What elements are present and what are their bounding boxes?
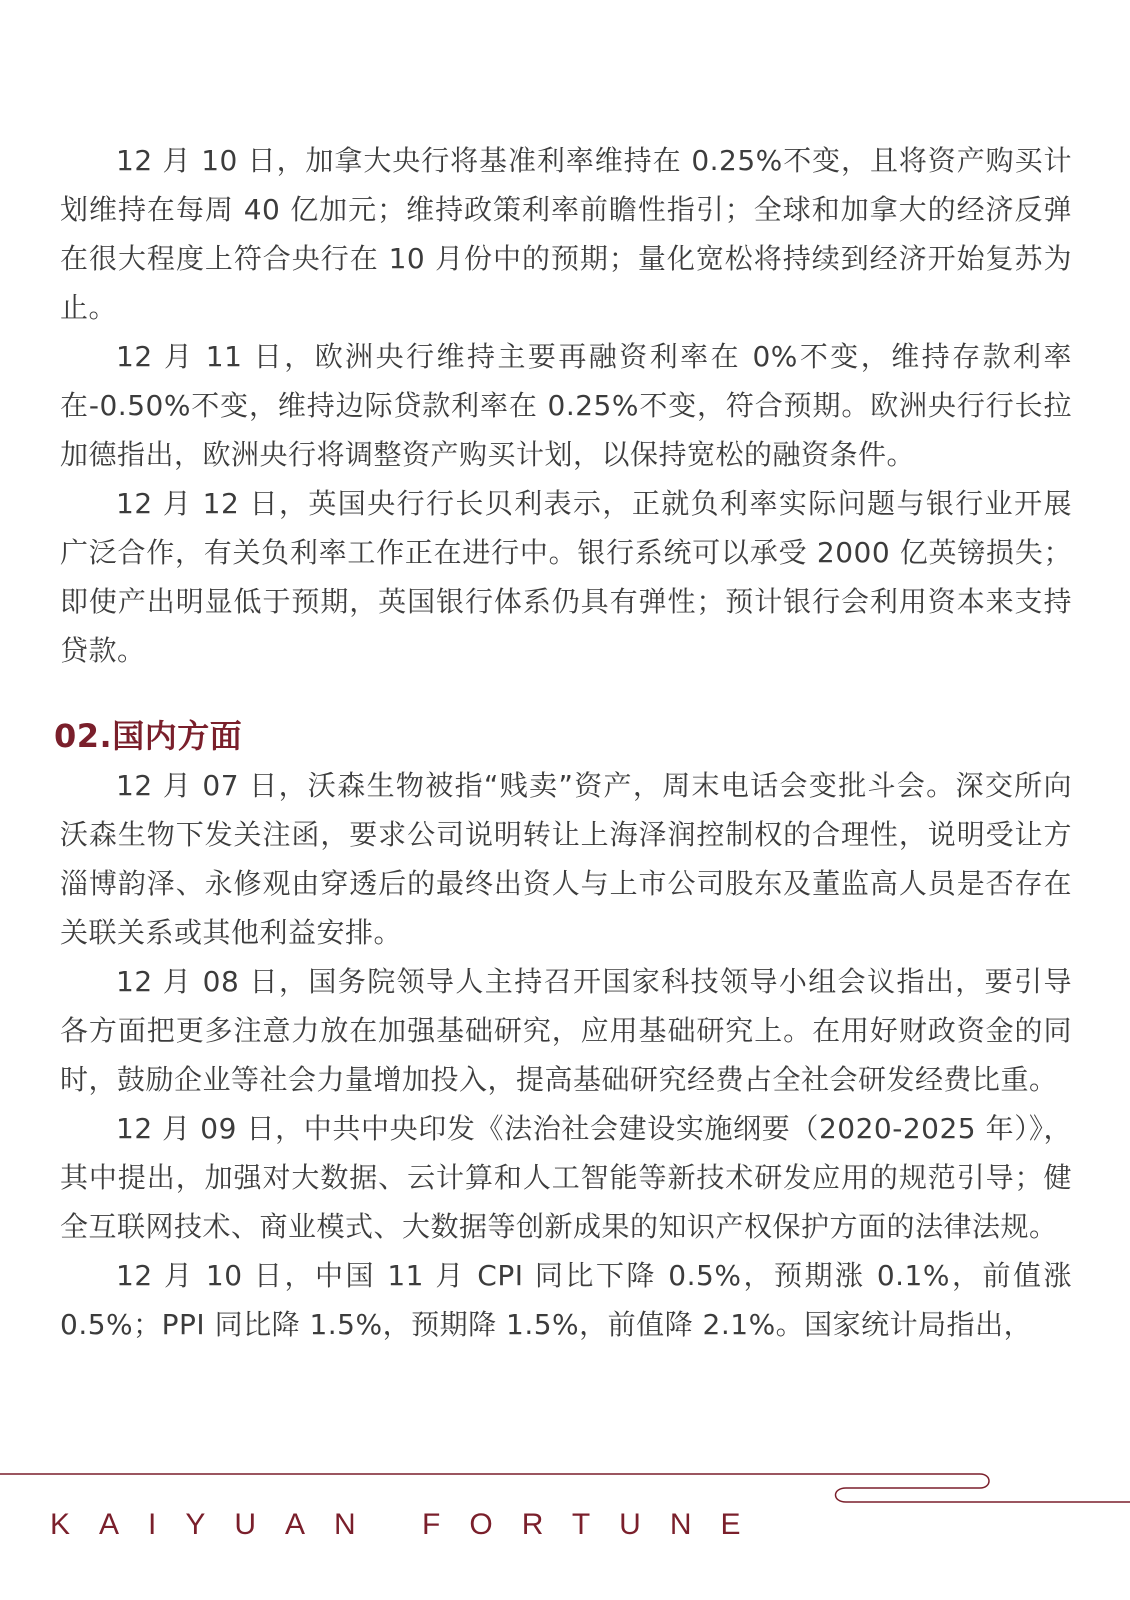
article-body [54,136,1073,1349]
brand-wordmark: KAIYUAN FORTUNE [50,1508,770,1541]
paragraph-rule-of-law: 12 月 09 日，中共中央印发《法治社会建设实施纲要（2020-2025 年）》，其中提出，加强对大数据、云计算和人工智能等新技术研发应用的规范引导；健全互联网技术、商业模式、大数据等创新成果的知识产权保护方面的法律法规。 [60,1112,1072,1243]
paragraph-canada-boc: 12 月 10 日，加拿大央行将基准利率维持在 0.25%不变，且将资产购买计划维持在每周 40 亿加元；维持政策利率前瞻性指引；全球和加拿大的经济反弹在很大程度上符合央行在 10 月份中的预期；量化宽松将持续到经济开始复苏为止。 [60,144,1072,324]
paragraph-cpi-ppi: 12 月 10 日，中国 11 月 CPI 同比下降 0.5%，预期涨 0.1%，前值涨 0.5%；PPI 同比降 1.5%，预期降 1.5%，前值降 2.1%。国家统计局指出， [60,1259,1072,1341]
paragraph-boe: 12 月 12 日，英国央行行长贝利表示，正就负利率实际问题与银行业开展广泛合作，有关负利率工作正在进行中。银行系统可以承受 2000 亿英镑损失；即使产出明显低于预期，英国银行体系仍具有弹性；预计银行会利用资本来支持贷款。 [60,487,1073,667]
paragraph-state-council: 12 月 08 日，国务院领导人主持召开国家科技领导小组会议指出，要引导各方面把更多注意力放在加强基础研究，应用基础研究上。在用好财政资金的同时，鼓励企业等社会力量增加投入，提高基础研究经费占全社会研发经费比重。 [60,965,1072,1096]
paragraph-ecb: 12 月 11 日，欧洲央行维持主要再融资利率在 0%不变，维持存款利率在-0.50%不变，维持边际贷款利率在 0.25%不变，符合预期。欧洲央行行长拉加德指出，欧洲央行将调整资产购买计划，以保持宽松的融资条件。 [60,340,1072,471]
section-title-domestic: 02.国内方面 [54,717,243,755]
paragraph-walvax: 12 月 07 日，沃森生物被指“贱卖”资产，周末电话会变批斗会。深交所向沃森生物下发关注函，要求公司说明转让上海泽润控制权的合理性，说明受让方淄博韵泽、永修观由穿透后的最终出资人与上市公司股东及董监高人员是否存在关联关系或其他利益安排。 [60,769,1072,949]
